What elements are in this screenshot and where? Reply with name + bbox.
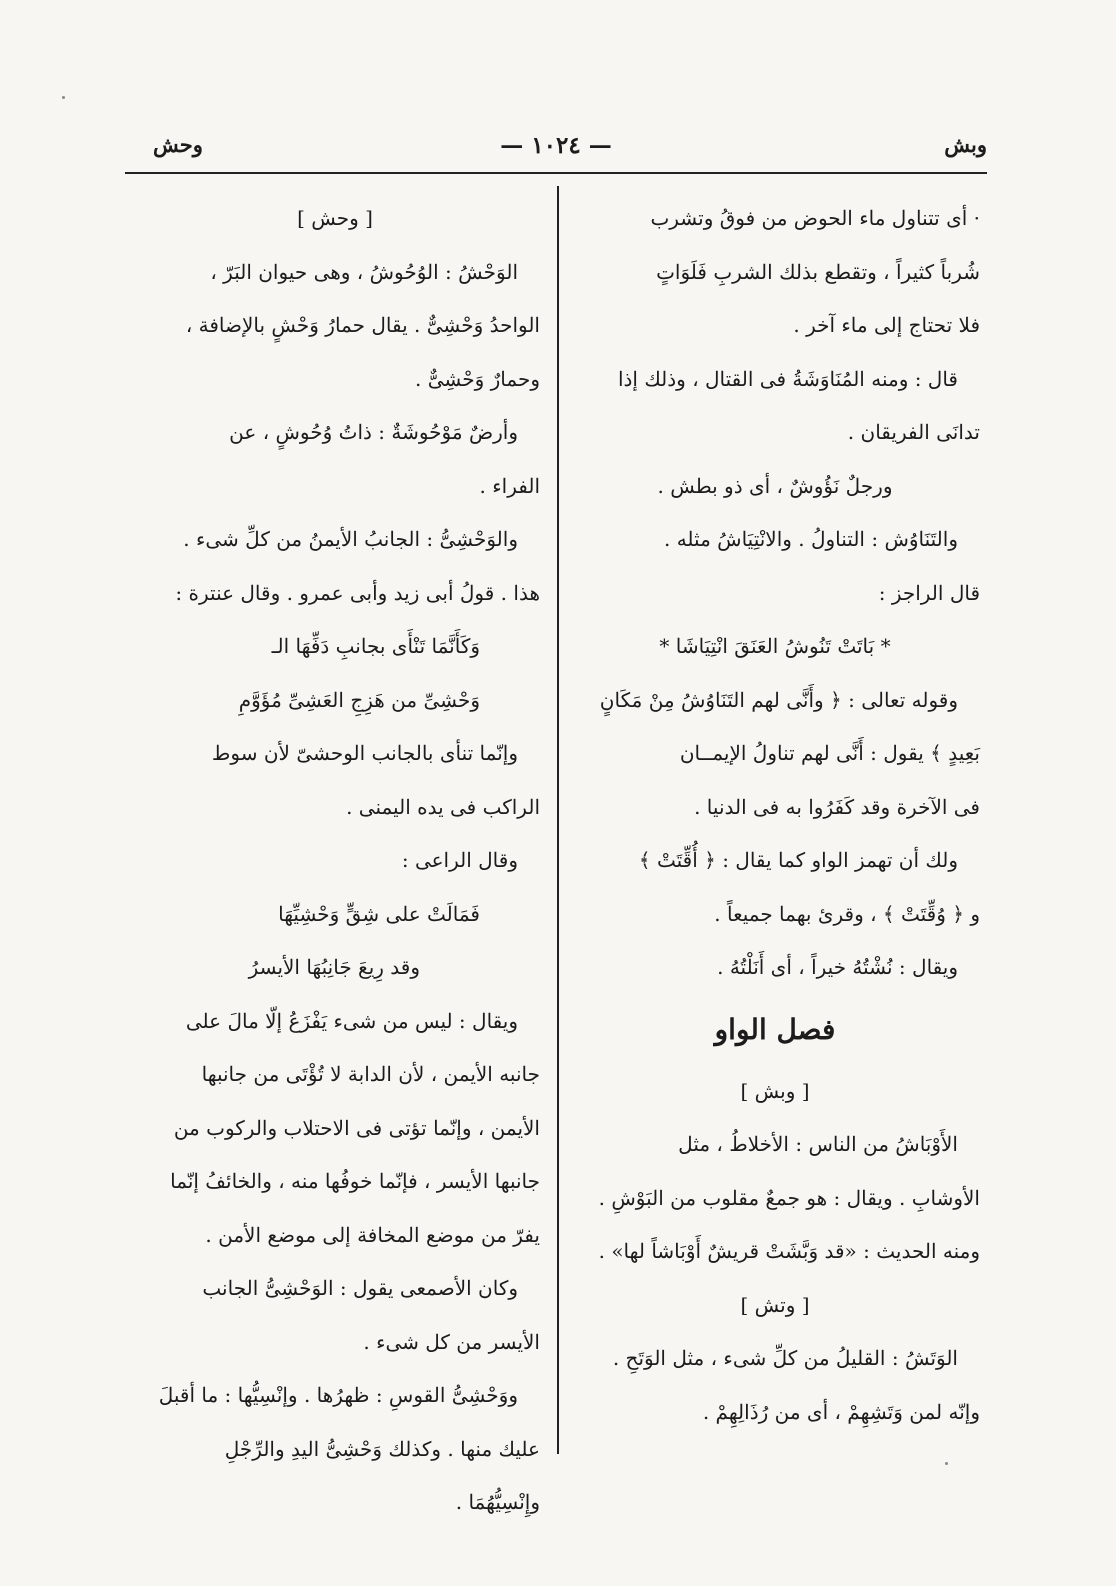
text-line: يفرّ من موضع المخافة إلى موضع الأمن .	[205, 1222, 540, 1247]
paper-speck	[62, 96, 65, 99]
text-line: وكان الأصمعى يقول : الوَحْشِىُّ الجانب	[202, 1276, 518, 1300]
verse-line: فَمَالَتْ على شِقٍّ وَحْشِيِّهَا	[278, 901, 480, 926]
text-line: الأوشابِ . ويقال : هو جمعٌ مقلوب من البَوْشِ .	[598, 1185, 980, 1210]
left-column	[130, 192, 540, 1530]
text-line: الواحدُ وَحْشِىٌّ . يقال حمارُ وَحْشٍ بالإضافة ،	[185, 313, 540, 337]
text-line: ووَحْشِىُّ القوسِ : ظهرُها . وإنْسِيُّها : ما أقبلَ	[158, 1383, 518, 1407]
text-line: الأيسر من كل شىء .	[363, 1329, 540, 1354]
text-line: قال : ومنه المُنَاوَشَةُ فى القتال ، وذلك إذا	[617, 366, 958, 391]
verse-line: وقد رِيعَ جَانِبُهَا الأيسرُ	[248, 955, 420, 979]
page-header	[125, 132, 987, 168]
verse-line: وَحْشِىِّ من هَزِجِ العَشِىِّ مُؤَوَّمِ	[238, 687, 480, 712]
text-line: وحمارٌ وَحْشِىٌّ .	[415, 366, 540, 391]
verse-line: وَكَأَنَّمَا تَنْأَى بجانبِ دَفِّهَا الـ	[271, 634, 480, 658]
right-column	[570, 192, 980, 1439]
text-line: الأَوْبَاشُ من الناس : الأخلاطُ ، مثل	[678, 1132, 958, 1156]
text-line: وقوله تعالى : ﴿ وأَنَّى لهم التَنَاوُشُ مِنْ مَكَانٍ	[599, 687, 958, 712]
text-line: والوَحْشِىُّ : الجانبُ الأيمنُ من كلِّ شىء .	[183, 527, 518, 551]
page-number: — ١٠٢٤ —	[500, 132, 612, 159]
text-line: بَعِيدٍ ﴾ يقول : أَنَّى لهم تناولُ الإيمــان	[679, 741, 980, 765]
text-line: جانبه الأيمن ، لأن الدابة لا تُؤْتَى من جانبها	[201, 1062, 540, 1086]
text-line: وقال الراعى :	[401, 848, 518, 872]
text-line: الفراء .	[479, 473, 540, 498]
text-line: ولك أن تهمز الواو كما يقال : ﴿ أُقِّتَتْ ﴾	[638, 848, 958, 872]
text-line: الراكب فى يده اليمنى .	[346, 794, 540, 819]
text-line: ومنه الحديث : «قد وَبَّشَتْ قريشٌ أَوْبَاشاً لها» .	[598, 1239, 980, 1263]
text-line: عليك منها . وكذلك وَحْشِىُّ اليدِ والرِّجْلِ	[224, 1436, 540, 1461]
verse-line: * بَاتَتْ تَنُوشُ العَنَقَ انْتِيَاشَا *	[659, 634, 891, 658]
text-line: قال الراجز :	[878, 580, 980, 605]
entry-heading: [ وتش ]	[740, 1292, 810, 1317]
text-line: فى الآخرة وقد كَفَرُوا به فى الدنيا .	[694, 794, 980, 819]
text-line: الوَتَشُ : القليلُ من كلِّ شىء ، مثل الوَتَحِ .	[612, 1346, 958, 1370]
text-line: جانبها الأيسر ، فإنّما خوفُها منه ، والخائفُ إنّما	[170, 1169, 540, 1193]
text-line: وإنّه لمن وَتَشِهِمْ ، أى من رُذَالِهِمْ .	[702, 1399, 980, 1424]
entry-heading: [ وبش ]	[740, 1078, 810, 1103]
text-line: الوَحْشُ : الوُحُوشُ ، وهى حيوان البَرّ ،	[210, 259, 518, 284]
text-line: وإنّما تنأى بالجانب الوحشىّ لأن سوط	[211, 741, 518, 765]
section-heading: فصل الواو	[714, 1012, 836, 1046]
column-divider	[557, 186, 559, 1454]
text-line: الأيمن ، وإنّما تؤتى فى الاحتلاب والركوب من	[173, 1115, 540, 1140]
text-line: ويقال : نُشْتُهُ خيراً ، أى أَنَلْتُهُ .	[717, 955, 958, 979]
text-line: شُرباً كثيراً ، وتقطع بذلك الشربِ فَلَوَاتٍ	[656, 259, 980, 284]
header-left-keyword: وحش	[153, 132, 203, 157]
paper-speck	[945, 1462, 948, 1465]
text-line: و ﴿ وُقِّتَتْ ﴾ ، وقرئ بهما جميعاً .	[714, 901, 980, 926]
entry-heading: [ وحش ]	[297, 206, 373, 230]
text-line: تدانَى الفريقان .	[847, 420, 980, 444]
text-line: هذا . قولُ أبى زيد وأبى عمرو . وقال عنترة :	[175, 580, 540, 605]
text-line: وإِنْسِيُّهُمَا .	[455, 1490, 540, 1514]
text-line: والتَنَاوُش : التناولُ . والانْتِيَاشُ مثله .	[663, 527, 958, 551]
text-line: وأرضٌ مَوْحُوشَةٌ : ذاتُ وُحُوشٍ ، عن	[229, 420, 518, 444]
header-rule	[125, 172, 987, 174]
text-line: · أى تتناول ماء الحوض من فوقُ وتشرب	[650, 206, 980, 230]
text-line: ويقال : ليس من شىء يَفْزَعُ إلّا مالَ على	[185, 1008, 518, 1033]
text-line: ورجلٌ نَؤُوشٌ ، أى ذو بطش .	[657, 473, 893, 498]
text-line: فلا تحتاج إلى ماء آخر .	[793, 313, 980, 337]
header-right-keyword: وبش	[944, 132, 987, 157]
